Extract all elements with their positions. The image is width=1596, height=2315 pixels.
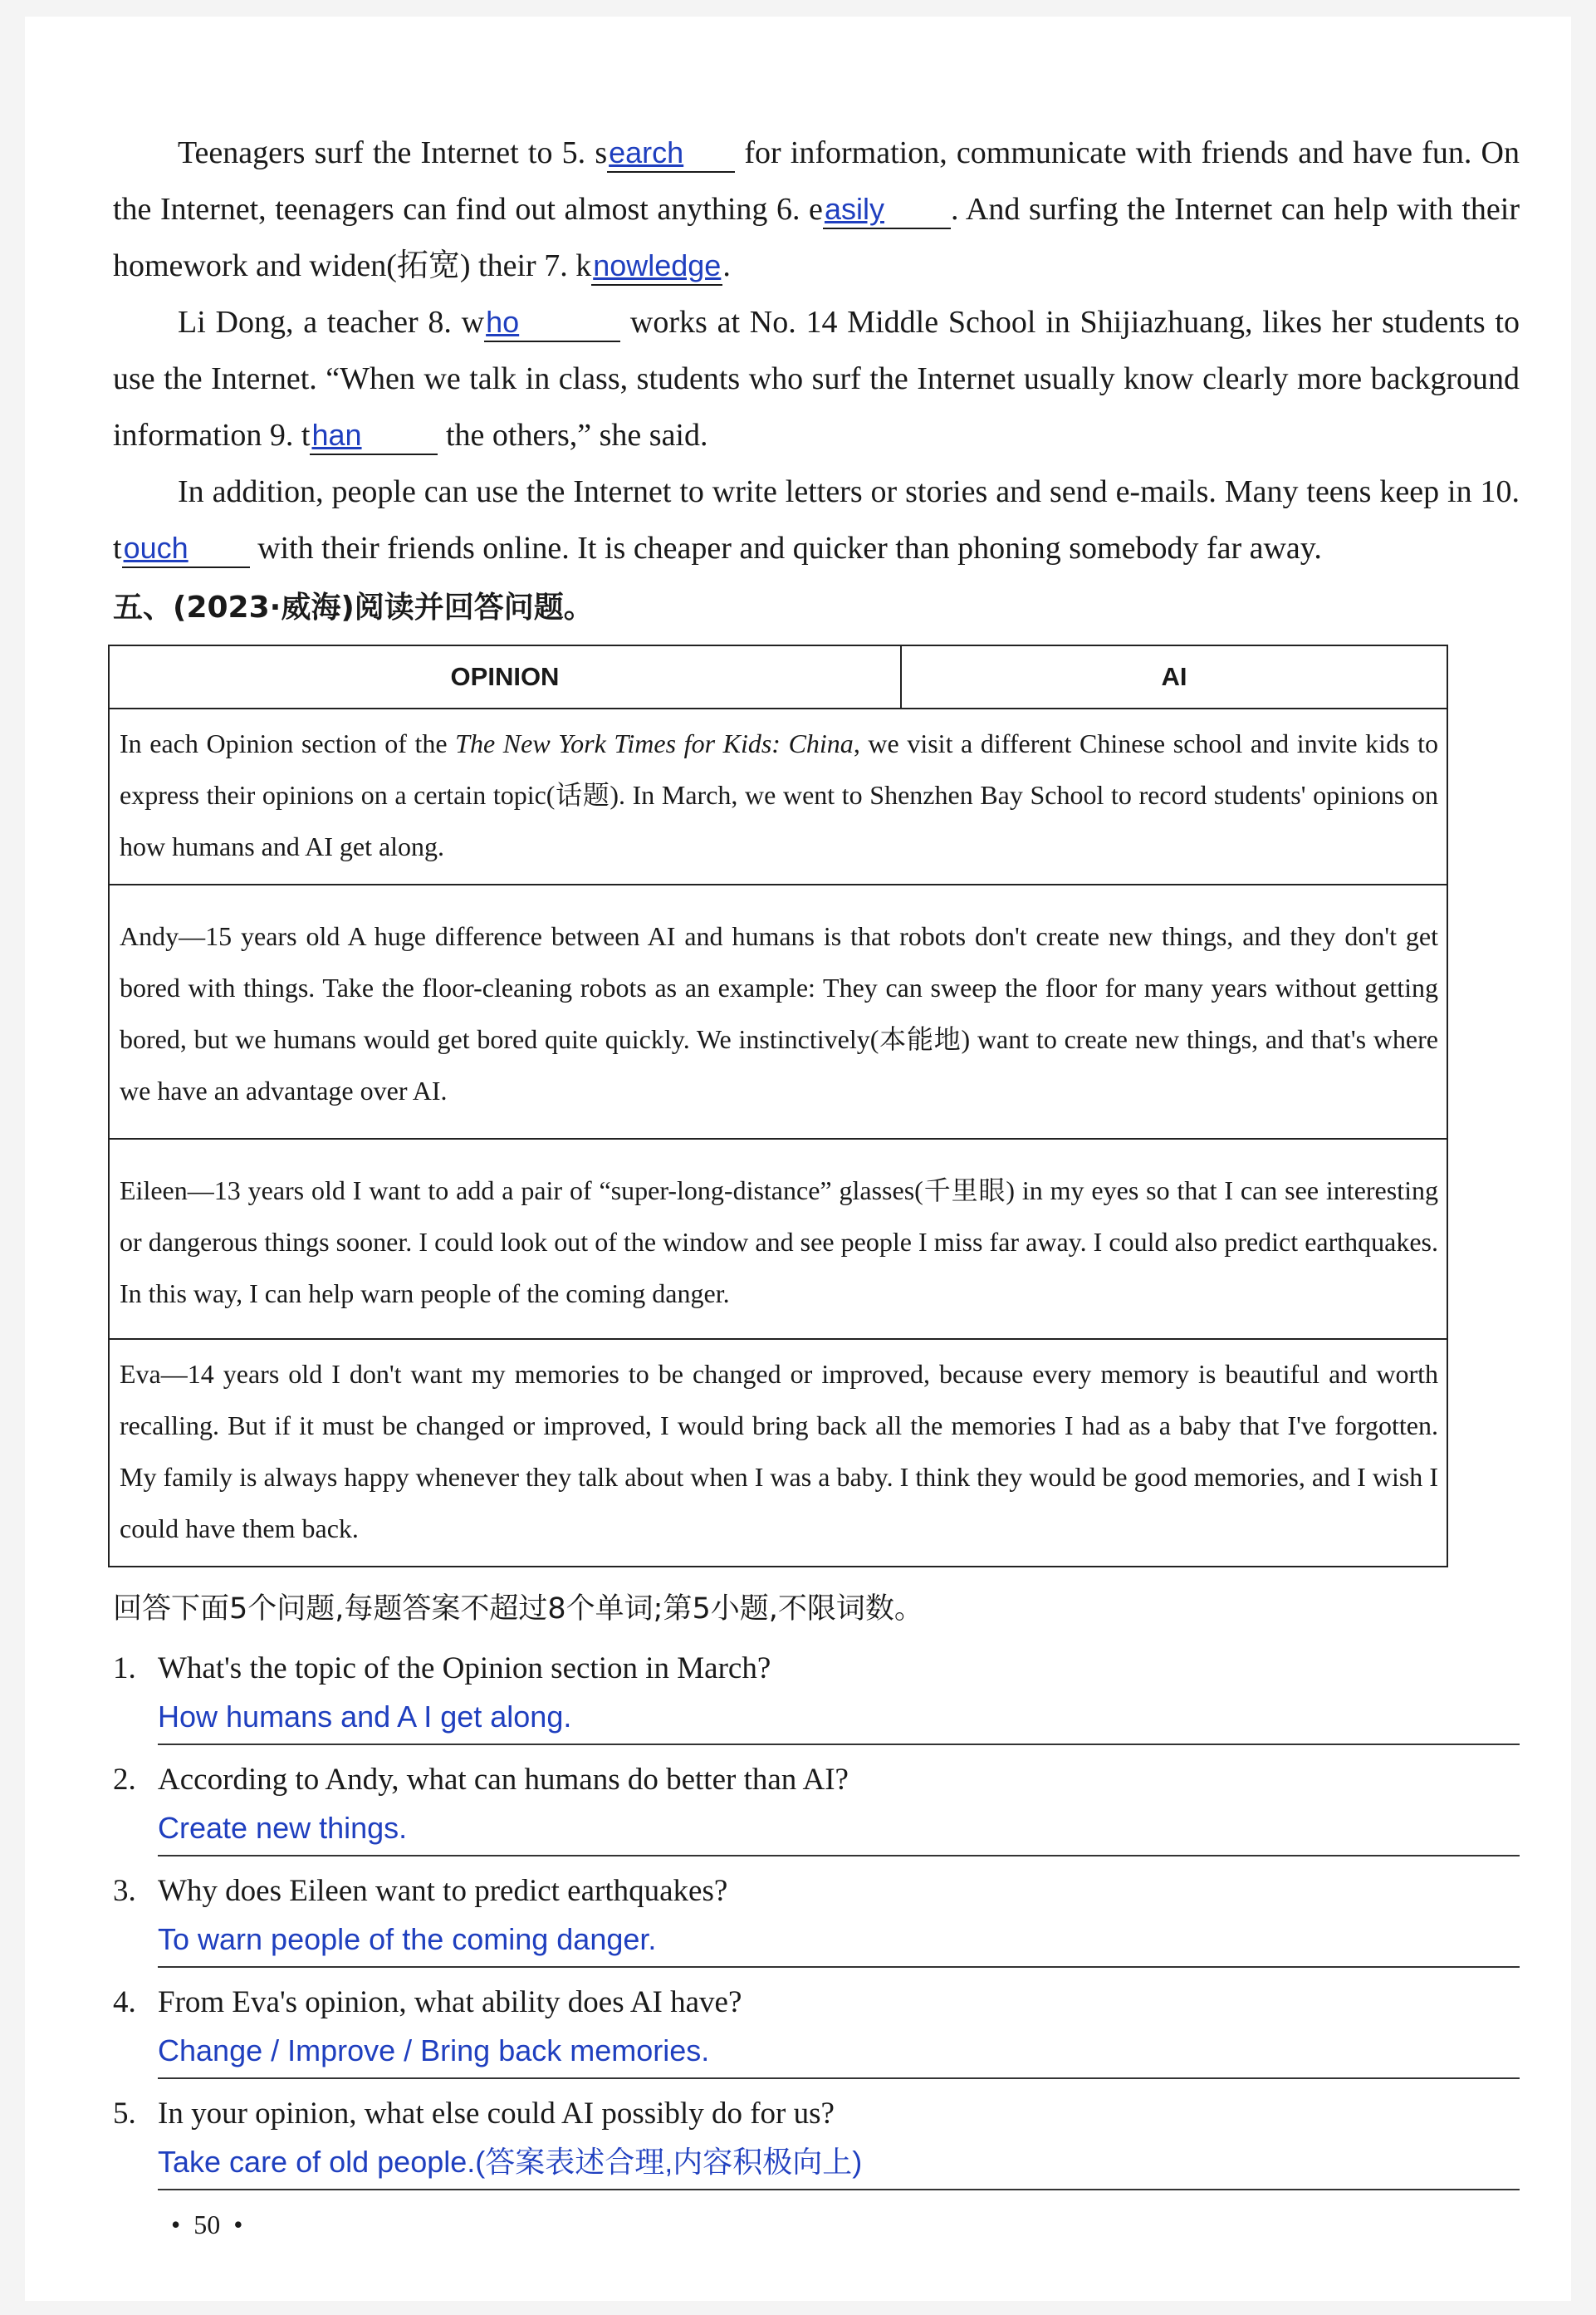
section-title: 五、(2023·威海)阅读并回答问题。 [113, 591, 594, 625]
question-5 [113, 2091, 1520, 2190]
table-row [109, 885, 1447, 1139]
page-number [158, 2210, 256, 2240]
blank-7 [591, 248, 722, 286]
bullet-dot: • [233, 2210, 243, 2239]
question-prompt: Why does Eileen want to predict earthquakes? [158, 1874, 728, 1908]
question-number: 2. [113, 1763, 136, 1797]
answer-7: nowledge [593, 248, 722, 282]
passage-text: Li Dong, a teacher 8. w [178, 305, 485, 340]
passage-paragraph-1 [113, 125, 1520, 294]
intro-text: In each Opinion section of the [120, 728, 456, 758]
blank-5 [607, 135, 735, 173]
answer-6: asily [824, 192, 884, 226]
table-header-row [109, 645, 1447, 709]
eileen-opinion: Eileen—13 years old I want to add a pair of “super-long-distance” glasses(千里眼) in my eyes so that I can see interesting or dangerous things sooner. I could look out of the window and see people I miss far away. I could also predict earthquakes. In this way, I can help warn people of the coming danger. [109, 1139, 1447, 1339]
passage-paragraph-2 [113, 294, 1520, 463]
question-text [113, 1868, 1520, 1915]
table-row [109, 1139, 1447, 1339]
andy-opinion: Andy—15 years old A huge difference between AI and humans is that robots don't create new things, and they don't get bored with things. Take the floor-cleaning robots as an example: They can sweep the floor for many years without getting bored, but we humans would get bored quite quickly. We instinctively(本能地) want to create new things, and that's where we have an advantage over AI. [109, 885, 1447, 1139]
question-2 [113, 1757, 1520, 1856]
passage-paragraph-3 [113, 463, 1520, 576]
bullet-dot: • [171, 2210, 181, 2239]
header-ai: AI [901, 645, 1447, 709]
question-4 [113, 1979, 1520, 2079]
answer-9: han [311, 418, 362, 452]
passage-text: In addition, people can use the Internet to write letters or stories and send e-mails. Many teens keep in 10. t [113, 474, 1520, 566]
table-row [109, 709, 1447, 885]
answer-line-3: To warn people of the coming danger. [158, 1915, 1520, 1968]
passage-text: . And surfing the Internet can help with their homework and widen(拓宽) their 7. k [113, 192, 1520, 283]
question-text [113, 1979, 1520, 2026]
answer-line-5: Take care of old people.(答案表述合理,内容积极向上) [158, 2137, 1520, 2190]
page-content [113, 125, 1520, 2190]
page-number-text: 50 [193, 2210, 221, 2239]
question-prompt: In your opinion, what else could AI possibly do for us? [158, 2097, 835, 2131]
header-opinion: OPINION [109, 645, 901, 709]
intro-cell [109, 709, 1447, 885]
blank-8 [484, 304, 620, 342]
answer-line-4: Change / Improve / Bring back memories. [158, 2026, 1520, 2079]
answer-line-1: How humans and A I get along. [158, 1692, 1520, 1745]
question-text [113, 2091, 1520, 2137]
question-number: 3. [113, 1874, 136, 1908]
cloze-passage [113, 125, 1520, 576]
worksheet-page [25, 17, 1571, 2301]
answer-line-2: Create new things. [158, 1803, 1520, 1856]
question-3 [113, 1868, 1520, 1968]
table-row [109, 1339, 1447, 1567]
question-number: 5. [113, 2097, 136, 2131]
answer-10: ouch [123, 531, 188, 565]
question-prompt: What's the topic of the Opinion section in March? [158, 1651, 771, 1685]
blank-9 [310, 417, 438, 455]
newspaper-title: The New York Times for Kids: China [455, 728, 854, 758]
passage-text: the others,” she said. [438, 418, 708, 453]
answer-5: earch [609, 135, 684, 169]
answer-8: ho [486, 305, 520, 339]
passage-text: Teenagers surf the Internet to 5. s [178, 135, 608, 170]
opinion-table [108, 645, 1448, 1567]
question-number: 1. [113, 1651, 136, 1685]
blank-6 [823, 191, 951, 229]
blank-10 [122, 530, 250, 568]
passage-text: . [722, 248, 731, 283]
question-prompt: According to Andy, what can humans do better than AI? [158, 1763, 849, 1797]
question-text [113, 1757, 1520, 1803]
eva-opinion: Eva—14 years old I don't want my memories to be changed or improved, because every memory is beautiful and worth recalling. But if it must be changed or improved, I would bring back all the memories I had as a baby that I've forgotten. My family is always happy whenever they talk about when I was a baby. I think they would be good memories, and I wish I could have them back. [109, 1339, 1447, 1567]
passage-text: with their friends online. It is cheaper and quicker than phoning somebody far away. [249, 531, 1322, 566]
passage-text: works at No. 14 Middle School in Shijiazhuang, likes her students to use the Internet. “When we talk in class, students who surf the Internet usually know clearly more background information 9. t [113, 305, 1520, 453]
intro-text: , we visit a different Chinese school and invite kids to express their opinions on a certain topic(话题). In March, we went to Shenzhen Bay School to record students' opinions on how humans and AI get along. [120, 728, 1439, 861]
passage-text: for information, communicate with friends and have fun. On the Internet, teenagers can find out almost anything 6. e [113, 135, 1520, 227]
question-text [113, 1646, 1520, 1692]
question-1 [113, 1646, 1520, 1745]
question-instruction: 回答下面5个问题,每题答案不超过8个单词;第5小题,不限词数。 [113, 1592, 923, 1626]
question-number: 4. [113, 1985, 136, 2019]
question-prompt: From Eva's opinion, what ability does AI have? [158, 1985, 742, 2019]
